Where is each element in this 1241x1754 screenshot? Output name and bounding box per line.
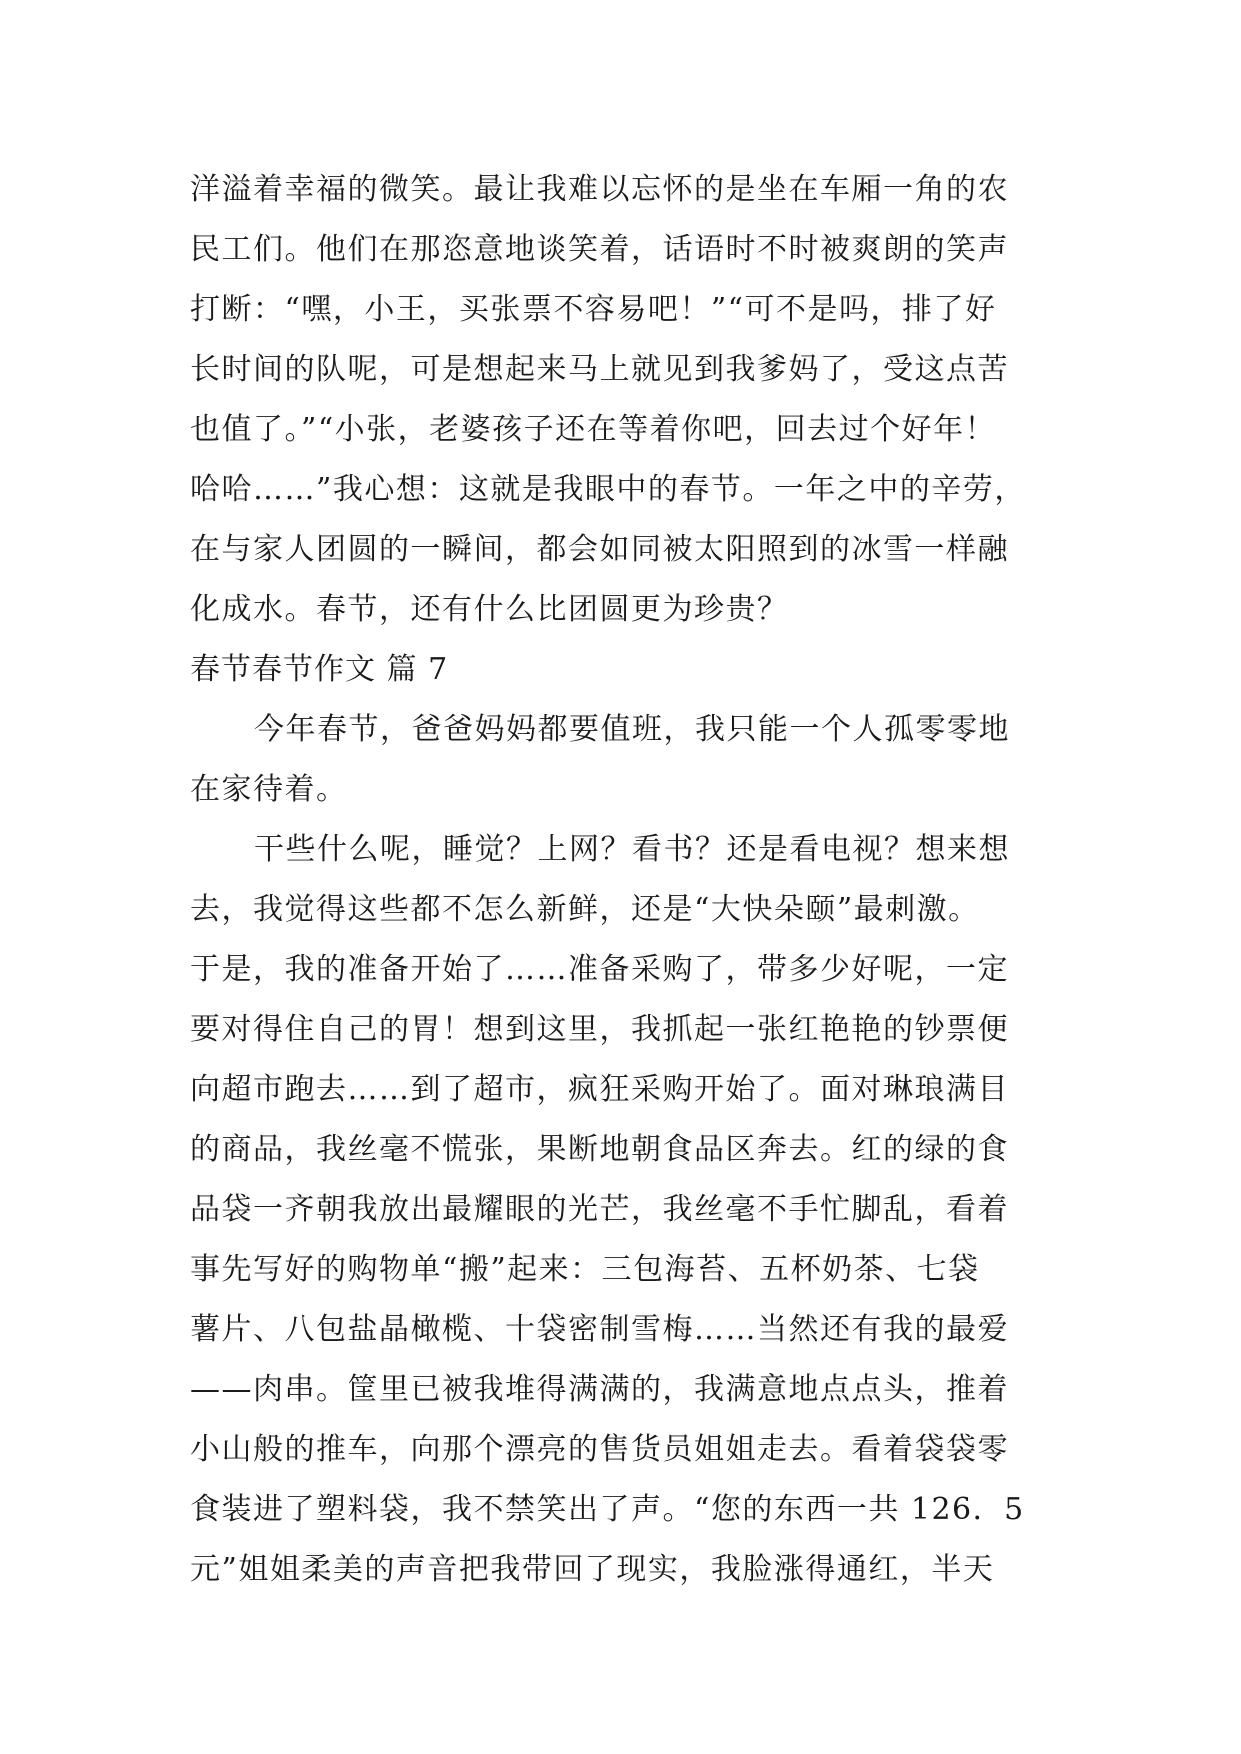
text-line: 在与家人团圆的一瞬间，都会如同被太阳照到的冰雪一样融 <box>190 532 1009 567</box>
section-heading: 春节春节作文 篇 7 <box>190 652 449 687</box>
text-line: 今年春节，爸爸妈妈都要值班，我只能一个人孤零零地 <box>254 712 1010 747</box>
text-line: 民工们。他们在那恣意地谈笑着，话语时不时被爽朗的笑声 <box>190 232 1009 267</box>
text-line: 品袋一齐朝我放出最耀眼的光芒，我丝毫不手忙脚乱，看着 <box>190 1192 1009 1227</box>
text-line: 薯片、八包盐晶橄榄、十袋密制雪梅……当然还有我的最爱 <box>190 1312 1009 1347</box>
text-line: 向超市跑去……到了超市，疯狂采购开始了。面对琳琅满目 <box>190 1072 1009 1107</box>
text-line: 事先写好的购物单“搬”起来：三包海苔、五杯奶茶、七袋 <box>190 1252 980 1287</box>
previous-paragraph <box>190 160 1070 640</box>
text-line: 元”姐姐柔美的声音把我带回了现实，我脸涨得通红，半天 <box>190 1552 995 1587</box>
document-body <box>190 160 1070 1600</box>
text-line: 小山般的推车，向那个漂亮的售货员姐姐走去。看着袋袋零 <box>190 1432 1009 1467</box>
text-line: 的商品，我丝毫不慌张，果断地朝食品区奔去。红的绿的食 <box>190 1132 1009 1167</box>
text-line: 化成水。春节，还有什么比团圆更为珍贵？ <box>190 592 789 627</box>
text-line: 去，我觉得这些都不怎么新鲜，还是“大快朵颐”最刺激。 <box>190 892 980 927</box>
text-line: 干些什么呢，睡觉？上网？看书？还是看电视？想来想 <box>254 832 1010 867</box>
text-line: 于是，我的准备开始了……准备采购了，带多少好呢，一定 <box>190 952 1009 987</box>
text-line: 打断：“嘿，小王，买张票不容易吧！”“可不是吗，排了好 <box>190 292 997 327</box>
text-line: 长时间的队呢，可是想起来马上就见到我爹妈了，受这点苦 <box>190 352 1009 387</box>
paragraph-1 <box>190 700 1070 820</box>
text-line: 哈哈……”我心想：这就是我眼中的春节。一年之中的辛劳， <box>190 472 1026 507</box>
text-line: 洋溢着幸福的微笑。最让我难以忘怀的是坐在车厢一角的农 <box>190 172 1009 207</box>
text-line: ——肉串。筐里已被我堆得满满的，我满意地点点头，推着 <box>190 1372 1009 1407</box>
text-line: 食装进了塑料袋，我不禁笑出了声。“您的东西一共 126．5 <box>190 1492 1025 1527</box>
text-line: 在家待着。 <box>190 772 348 807</box>
text-line: 要对得住自己的胃！想到这里，我抓起一张红艳艳的钞票便 <box>190 1012 1009 1047</box>
paragraph-2 <box>190 820 1070 1600</box>
text-line: 也值了。”“小张，老婆孩子还在等着你吧，回去过个好年！ <box>190 412 997 447</box>
